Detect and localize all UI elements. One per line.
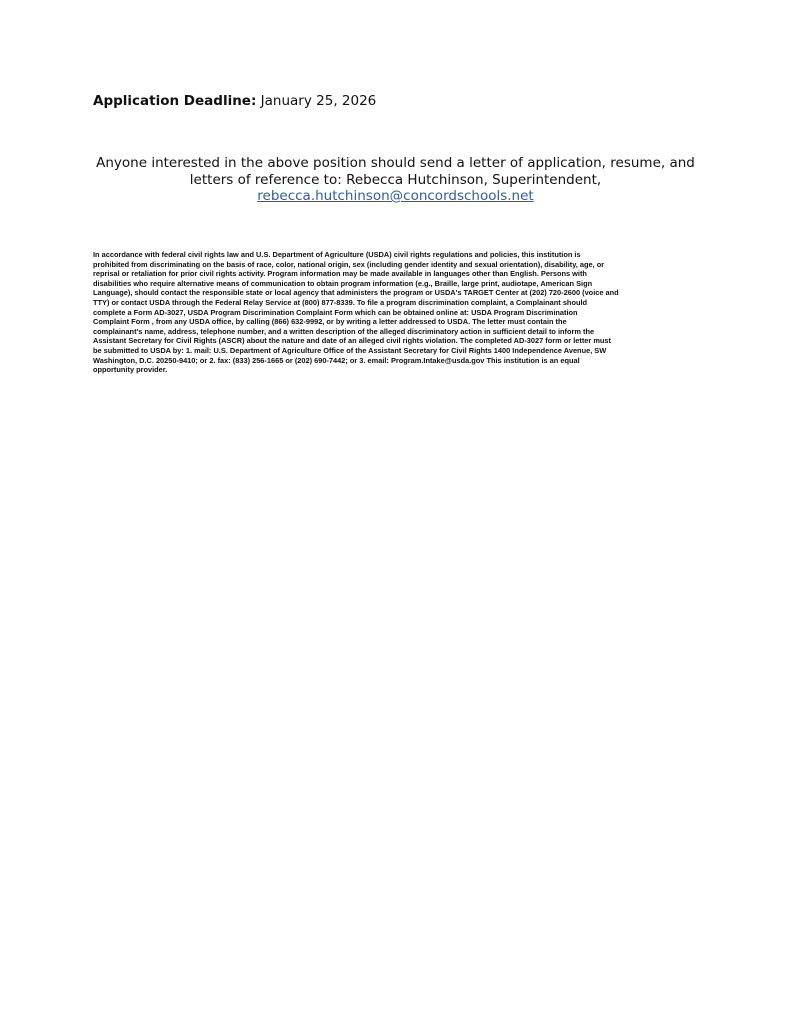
notice-line: be submitted to USDA by: 1. mail: U.S. Department of Agriculture Office of the Assistant Secretary for Civil Rights 1400 Independence Avenue, SW bbox=[93, 345, 607, 355]
notice-line: complete a Form AD-3027, USDA Program Discrimination Complaint Form which can be obtained online at: USDA Program Discrimination bbox=[93, 307, 578, 317]
deadline-label: Application Deadline: bbox=[93, 93, 257, 109]
contact-line-2: letters of reference to: Rebecca Hutchinson, Superintendent, bbox=[189, 171, 602, 188]
notice-line: TTY) or contact USDA through the Federal Relay Service at (800) 877-8339. To file a program discrimination complaint, a Complainant should bbox=[93, 297, 588, 307]
contact-email-line bbox=[93, 188, 698, 205]
notice-line: complainant's name, address, telephone number, and a written description of the alleged discriminatory action in sufficient detail to inform the bbox=[93, 326, 595, 336]
deadline-date: January 25, 2026 bbox=[260, 93, 377, 109]
notice-line: disabilities who require alternative means of communication to obtain program information (e.g., Braille, large print, audiotape, American Sign bbox=[93, 278, 593, 288]
nondiscrimination-statement bbox=[93, 250, 705, 375]
contact-email-link[interactable]: rebecca.hutchinson@concordschools.net bbox=[257, 188, 534, 204]
notice-line: Complaint Form , from any USDA office, by calling (866) 632-9992, or by writing a letter addressed to USDA. The letter must contain the bbox=[93, 317, 567, 327]
notice-line: opportunity provider. bbox=[93, 365, 168, 375]
notice-line: prohibited from discriminating on the basis of race, color, national origin, sex (including gender identity and sexual orientation), disability, age, or bbox=[93, 259, 605, 269]
contact-line-1: Anyone interested in the above position should send a letter of application, resume, and bbox=[96, 155, 695, 171]
notice-line: Washington, D.C. 20250-9410; or 2. fax: (833) 256-1665 or (202) 690-7442; or 3. email: Program.Intake@usda.gov This institution is an equal bbox=[93, 355, 580, 365]
notice-line: In accordance with federal civil rights law and U.S. Department of Agriculture (USDA) civil rights regulations and policies, this institution is bbox=[93, 250, 581, 259]
contact-paragraph bbox=[93, 155, 698, 205]
notice-line: reprisal or retaliation for prior civil rights activity. Program information may be made available in languages other than English. Persons with bbox=[93, 269, 587, 279]
notice-line: Language), should contact the responsible state or local agency that administers the program or USDA's TARGET Center at (202) 720-2600 (voice and bbox=[93, 288, 619, 298]
notice-line: Assistant Secretary for Civil Rights (ASCR) about the nature and date of an alleged civil rights violation. The completed AD-3027 form or letter must bbox=[93, 336, 611, 346]
application-deadline bbox=[93, 92, 713, 110]
